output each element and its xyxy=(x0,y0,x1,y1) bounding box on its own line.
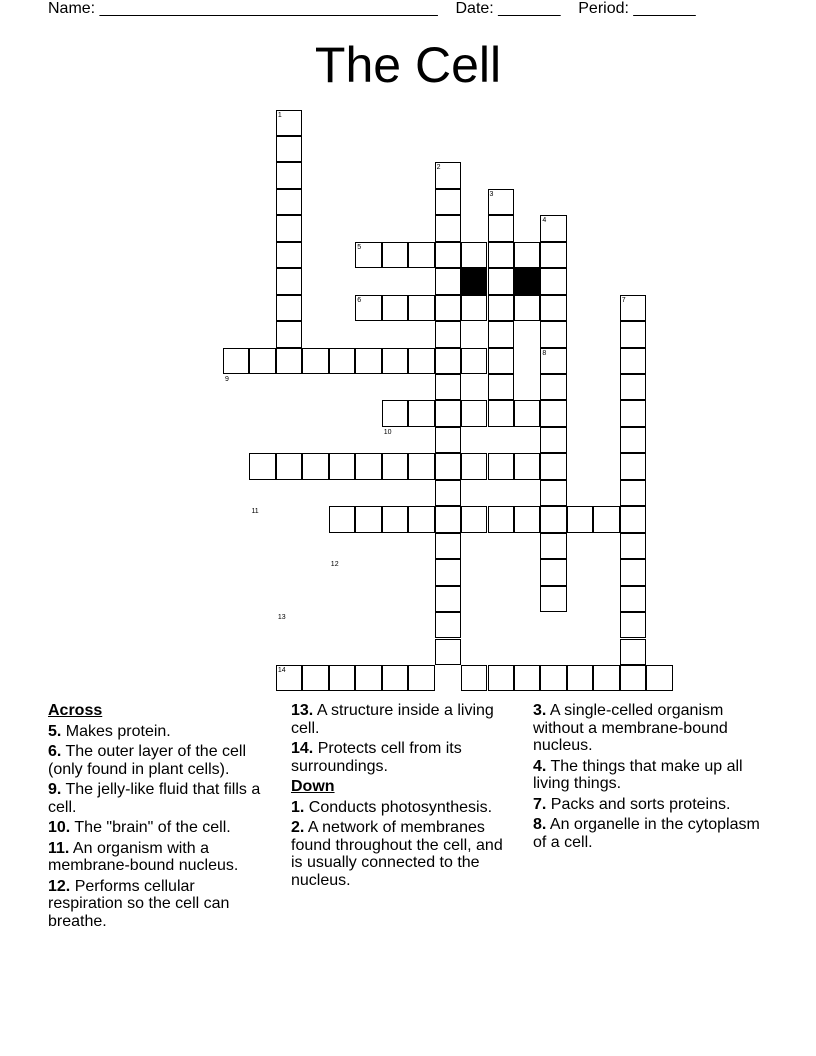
clue-item xyxy=(291,740,516,775)
clue-item-number: 3. xyxy=(533,702,547,719)
crossword-cell[interactable] xyxy=(435,295,461,321)
crossword-cell[interactable] xyxy=(540,400,566,426)
clue-item-number: 9. xyxy=(48,781,62,798)
clue-item-number: 5. xyxy=(48,722,62,740)
clue-item-number: 12. xyxy=(48,877,71,895)
clue-item-text: The "brain" of the cell. xyxy=(74,819,231,836)
clue-number: 3 xyxy=(489,190,494,198)
crossword-cell[interactable] xyxy=(382,400,408,426)
across-clue-list-continued xyxy=(291,702,516,775)
crossword-cell[interactable] xyxy=(514,295,540,321)
clue-item xyxy=(48,819,273,837)
crossword-cell[interactable] xyxy=(620,374,646,400)
crossword-cell[interactable] xyxy=(593,665,619,691)
crossword-cell[interactable] xyxy=(435,242,461,268)
blocked-cell xyxy=(461,268,487,294)
crossword-cell[interactable] xyxy=(488,295,514,321)
crossword-cell[interactable] xyxy=(276,295,302,321)
crossword-cell[interactable] xyxy=(408,453,434,479)
across-heading: Across xyxy=(48,702,103,719)
crossword-cell[interactable] xyxy=(382,348,408,374)
crossword-cell[interactable] xyxy=(620,639,646,665)
crossword-cell[interactable] xyxy=(435,215,461,241)
clue-number: 6 xyxy=(357,296,362,304)
crossword-cell[interactable] xyxy=(355,665,381,691)
crossword-cell[interactable] xyxy=(620,506,646,532)
crossword-cell[interactable] xyxy=(276,321,302,347)
clue-item-number: 13. xyxy=(291,702,314,719)
crossword-cell[interactable] xyxy=(223,348,249,374)
clue-item-text: A single-celled organism without a membrane-bound nucleus. xyxy=(533,702,728,754)
clue-item-text: Packs and sorts proteins. xyxy=(550,795,731,813)
clue-item xyxy=(48,781,273,816)
crossword-cell[interactable] xyxy=(461,400,487,426)
clue-item xyxy=(291,819,516,889)
crossword-cell[interactable] xyxy=(249,453,275,479)
crossword-cell[interactable] xyxy=(355,506,381,532)
crossword-cell[interactable] xyxy=(461,295,487,321)
crossword-cell[interactable] xyxy=(620,427,646,453)
crossword-cell[interactable] xyxy=(461,348,487,374)
clue-item xyxy=(533,796,768,814)
crossword-cell[interactable] xyxy=(435,400,461,426)
crossword-cell[interactable] xyxy=(435,427,461,453)
clue-item-number: 4. xyxy=(533,757,547,775)
clue-number: 10 xyxy=(383,428,392,436)
crossword-cell[interactable] xyxy=(276,242,302,268)
crossword-cell[interactable] xyxy=(620,453,646,479)
clue-item xyxy=(533,758,768,793)
clue-item xyxy=(291,702,516,737)
crossword-cell[interactable] xyxy=(540,665,566,691)
crossword-cell[interactable] xyxy=(461,242,487,268)
crossword-cell[interactable] xyxy=(435,268,461,294)
clue-item-text: Performs cellular respiration so the cell can breathe. xyxy=(48,877,230,930)
crossword-cell[interactable] xyxy=(461,665,487,691)
clue-number: 5 xyxy=(357,243,362,251)
crossword-cell[interactable] xyxy=(488,400,514,426)
crossword-cell[interactable] xyxy=(620,480,646,506)
clue-item-text: Protects cell from its surroundings. xyxy=(291,740,462,775)
clue-number: 13 xyxy=(277,614,286,622)
crossword-cell[interactable] xyxy=(514,506,540,532)
crossword-cell[interactable] xyxy=(540,586,566,612)
crossword-cell[interactable] xyxy=(435,612,461,638)
crossword-cell[interactable] xyxy=(620,348,646,374)
clue-item-text: The jelly-like fluid that fills a cell. xyxy=(48,781,261,816)
clue-number: 1 xyxy=(277,111,282,119)
crossword-cell[interactable] xyxy=(514,665,540,691)
crossword-cell[interactable] xyxy=(435,348,461,374)
page-title: The Cell xyxy=(314,37,502,93)
crossword-cell[interactable] xyxy=(514,453,540,479)
clues-column-2 xyxy=(291,702,516,892)
crossword-cell[interactable] xyxy=(329,506,355,532)
crossword-cell[interactable] xyxy=(435,480,461,506)
crossword-cell[interactable] xyxy=(540,374,566,400)
clue-item-text: Makes protein. xyxy=(65,722,171,740)
crossword-cell[interactable] xyxy=(276,136,302,162)
crossword-cell[interactable] xyxy=(408,400,434,426)
crossword-cell[interactable] xyxy=(435,559,461,585)
crossword-cell[interactable] xyxy=(540,321,566,347)
crossword-cell[interactable] xyxy=(329,348,355,374)
crossword-cell[interactable] xyxy=(408,665,434,691)
crossword-cell[interactable] xyxy=(540,480,566,506)
clue-item-text: A network of membranes found throughout the cell, and is usually connected to the nucleus. xyxy=(291,819,503,889)
crossword-cell[interactable] xyxy=(620,665,646,691)
crossword-cell[interactable] xyxy=(567,506,593,532)
clue-item-text: The outer layer of the cell (only found in plant cells). xyxy=(48,743,247,778)
crossword-cell[interactable] xyxy=(435,586,461,612)
crossword-cell[interactable] xyxy=(540,242,566,268)
clue-item-number: 10. xyxy=(48,819,71,836)
clue-item xyxy=(48,878,273,931)
crossword-cell[interactable] xyxy=(540,559,566,585)
crossword-cell[interactable] xyxy=(488,348,514,374)
crossword-cell[interactable] xyxy=(620,586,646,612)
crossword-cell[interactable] xyxy=(540,453,566,479)
crossword-cell[interactable] xyxy=(488,215,514,241)
crossword-cell[interactable] xyxy=(276,215,302,241)
clue-item-number: 8. xyxy=(533,816,547,833)
crossword-cell[interactable] xyxy=(382,453,408,479)
crossword-cell[interactable] xyxy=(646,665,672,691)
crossword-cell[interactable] xyxy=(620,400,646,426)
clues-column-3 xyxy=(533,702,768,854)
clue-item-number: 6. xyxy=(48,743,62,760)
clue-number: 7 xyxy=(621,296,626,304)
crossword-cell[interactable] xyxy=(620,533,646,559)
crossword-cell[interactable] xyxy=(461,506,487,532)
crossword-cell[interactable] xyxy=(514,400,540,426)
clue-number: 11 xyxy=(251,508,259,516)
clue-item-number: 1. xyxy=(291,798,305,816)
crossword-cell[interactable] xyxy=(488,374,514,400)
crossword-cell[interactable] xyxy=(382,506,408,532)
clue-item-text: The things that make up all living things. xyxy=(533,757,743,792)
clue-number: 14 xyxy=(277,666,286,674)
crossword-cell[interactable] xyxy=(620,559,646,585)
clue-item xyxy=(533,816,768,851)
crossword-cell[interactable] xyxy=(620,612,646,638)
clue-item-text: An organelle in the cytoplasm of a cell. xyxy=(533,816,760,851)
crossword-cell[interactable] xyxy=(276,162,302,188)
crossword-cell[interactable] xyxy=(514,242,540,268)
crossword-cell[interactable] xyxy=(355,348,381,374)
crossword-cell[interactable] xyxy=(593,506,619,532)
clue-item xyxy=(48,723,273,741)
clue-item-number: 14. xyxy=(291,740,314,757)
crossword-cell[interactable] xyxy=(276,268,302,294)
clue-item-number: 11. xyxy=(48,839,70,857)
clue-item-number: 2. xyxy=(291,819,305,836)
crossword-cell[interactable] xyxy=(488,665,514,691)
crossword-cell[interactable] xyxy=(540,427,566,453)
clue-item xyxy=(48,743,273,778)
crossword-cell[interactable] xyxy=(488,268,514,294)
crossword-cell[interactable] xyxy=(435,189,461,215)
clue-item-text: An organism with a membrane-bound nucleus. xyxy=(48,839,239,874)
crossword-cell[interactable] xyxy=(249,348,275,374)
crossword-cell[interactable] xyxy=(408,242,434,268)
crossword-cell[interactable] xyxy=(540,506,566,532)
clue-item xyxy=(291,799,516,817)
crossword-cell[interactable] xyxy=(435,533,461,559)
crossword-cell[interactable] xyxy=(540,295,566,321)
crossword-cell[interactable] xyxy=(488,453,514,479)
crossword-cell[interactable] xyxy=(302,348,328,374)
crossword-cell[interactable] xyxy=(435,321,461,347)
crossword-cell[interactable] xyxy=(408,506,434,532)
crossword-cell[interactable] xyxy=(276,348,302,374)
crossword-cell[interactable] xyxy=(461,453,487,479)
crossword-cell[interactable] xyxy=(329,453,355,479)
crossword-cell[interactable] xyxy=(540,533,566,559)
clue-number: 2 xyxy=(436,164,441,172)
crossword-cell[interactable] xyxy=(382,665,408,691)
crossword-cell[interactable] xyxy=(408,348,434,374)
across-clue-list xyxy=(48,723,273,931)
blocked-cell xyxy=(514,268,540,294)
crossword-cell[interactable] xyxy=(567,665,593,691)
clues-column-1 xyxy=(48,702,273,933)
clue-item-number: 7. xyxy=(533,795,547,813)
down-heading: Down xyxy=(291,778,335,795)
clue-number: 9 xyxy=(225,376,229,383)
crossword-cell[interactable] xyxy=(276,453,302,479)
crossword-cell[interactable] xyxy=(302,453,328,479)
crossword-cell[interactable] xyxy=(435,453,461,479)
clue-item xyxy=(48,840,273,875)
clue-item-text: Conducts photosynthesis. xyxy=(308,798,493,816)
crossword-cell[interactable] xyxy=(408,295,434,321)
clue-number: 8 xyxy=(542,349,547,357)
crossword-cell[interactable] xyxy=(435,639,461,665)
crossword-cell[interactable] xyxy=(435,374,461,400)
clue-number: 4 xyxy=(542,217,547,225)
crossword-cell[interactable] xyxy=(382,295,408,321)
crossword-cell[interactable] xyxy=(435,506,461,532)
crossword-cell[interactable] xyxy=(355,453,381,479)
crossword-cell[interactable] xyxy=(620,321,646,347)
crossword-cell[interactable] xyxy=(488,506,514,532)
student-info-line: Name: ______________________________________ Date: _______ Period: _______ xyxy=(48,0,696,17)
clue-item-text: A structure inside a living cell. xyxy=(291,702,494,737)
crossword-cell[interactable] xyxy=(382,242,408,268)
crossword-cell[interactable] xyxy=(329,665,355,691)
clue-item xyxy=(533,702,768,755)
crossword-cell[interactable] xyxy=(276,189,302,215)
crossword-cell[interactable] xyxy=(540,268,566,294)
crossword-cell[interactable] xyxy=(488,242,514,268)
clue-number: 12 xyxy=(330,561,339,569)
down-clue-list-continued xyxy=(533,702,768,851)
crossword-cell[interactable] xyxy=(488,321,514,347)
crossword-cell[interactable] xyxy=(302,665,328,691)
down-clue-list xyxy=(291,799,516,890)
